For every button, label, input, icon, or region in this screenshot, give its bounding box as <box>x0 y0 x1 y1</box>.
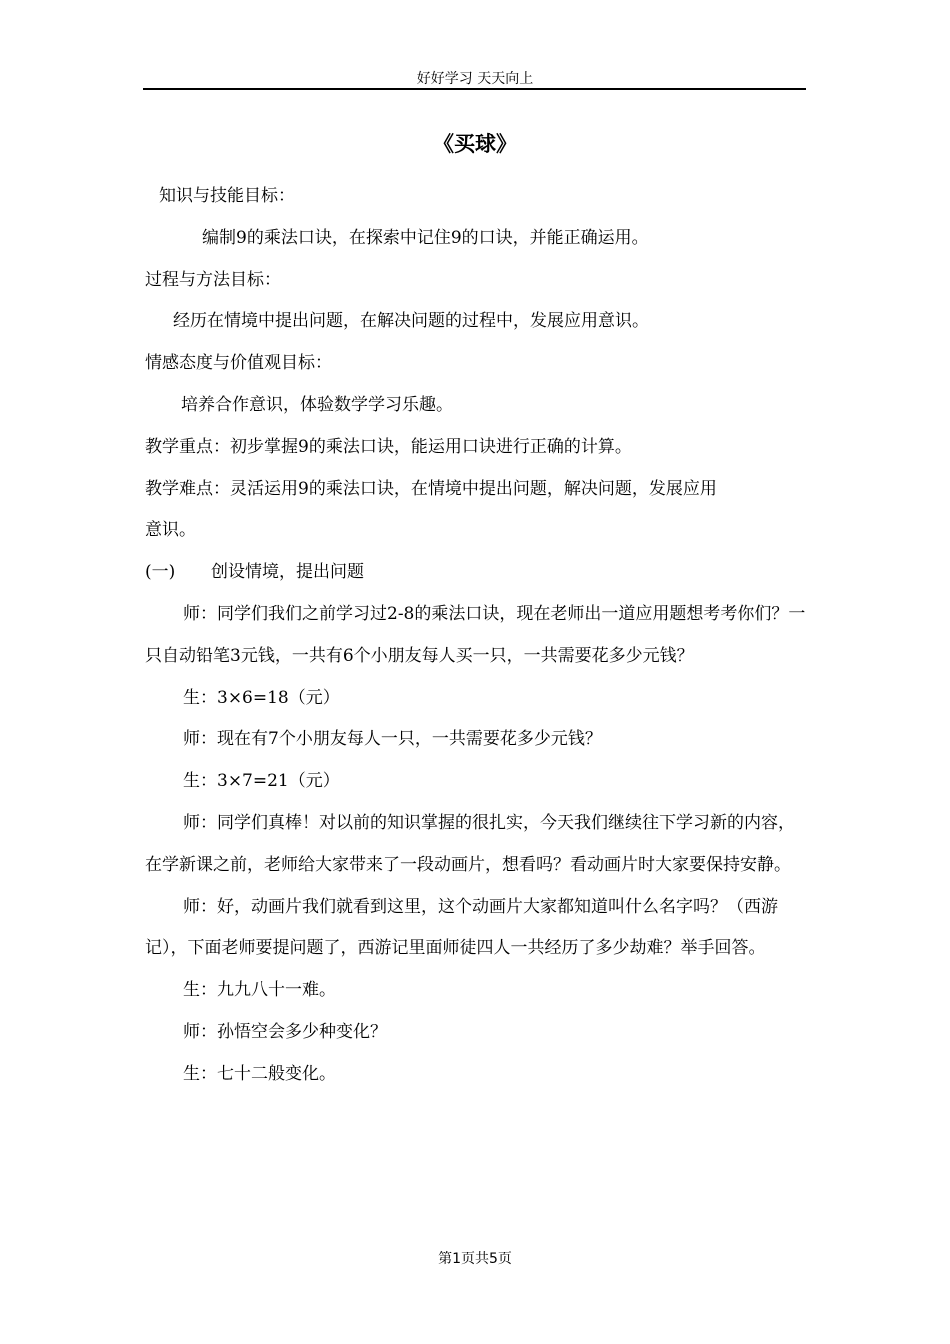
dialog-line: 生：3×7=21（元） <box>183 771 340 792</box>
document-body <box>145 176 810 1096</box>
section-heading <box>145 552 810 594</box>
page-header: 好好学习 天天向上 <box>416 71 534 87</box>
emotion-heading: 情感态度与价值观目标： <box>145 353 332 374</box>
dialog-line: 师：孙悟空会多少种变化？ <box>183 1021 387 1042</box>
knowledge-heading: 知识与技能目标： <box>159 186 295 206</box>
section-number: (一) <box>145 562 176 583</box>
knowledge-text: 编制9的乘法口诀，在探索中记住9的口诀，并能正确运用。 <box>202 227 649 248</box>
page-footer: 第1页共5页 <box>438 1251 512 1267</box>
difficulty-line-2: 意识。 <box>145 520 196 541</box>
dialog-line: 师：同学们真棒！对以前的知识掌握的很扎实，今天我们继续往下学习新的内容，在学新课之前，老师给大家带来了一段动画片，想看吗？看动画片时大家要保持安静。 <box>145 812 795 875</box>
process-text: 经历在情境中提出问题，在解决问题的过程中，发展应用意识。 <box>173 311 649 332</box>
dialog-line: 师：同学们我们之前学习过2-8的乘法口诀，现在老师出一道应用题想考考你们？一只自动铅笔3元钱，一共有6个小朋友每人买一只，一共需要花多少元钱？ <box>145 603 806 666</box>
difficulty-line-1: 教学难点：灵活运用9的乘法口诀，在情境中提出问题，解决问题，发展应用 <box>145 478 717 499</box>
dialog-line: 师：现在有7个小朋友每人一只，一共需要花多少元钱？ <box>183 729 602 750</box>
emotion-text: 培养合作意识，体验数学学习乐趣。 <box>181 394 453 415</box>
dialog-line: 生：3×6=18（元） <box>183 687 340 708</box>
dialog-line: 师：好，动画片我们就看到这里，这个动画片大家都知道叫什么名字吗？（西游记），下面老师要提问题了，西游记里面师徒四人一共经历了多少劫难？举手回答。 <box>145 896 778 959</box>
dialog-line: 生：七十二般变化。 <box>183 1063 336 1084</box>
page-title: 《买球》 <box>433 132 517 156</box>
key-point: 教学重点：初步掌握9的乘法口诀，能运用口诀进行正确的计算。 <box>145 436 632 457</box>
section-title: 创设情境，提出问题 <box>211 562 364 583</box>
header-rule <box>143 88 806 90</box>
dialog-line: 生：九九八十一难。 <box>183 980 336 1001</box>
process-heading: 过程与方法目标： <box>145 269 281 290</box>
